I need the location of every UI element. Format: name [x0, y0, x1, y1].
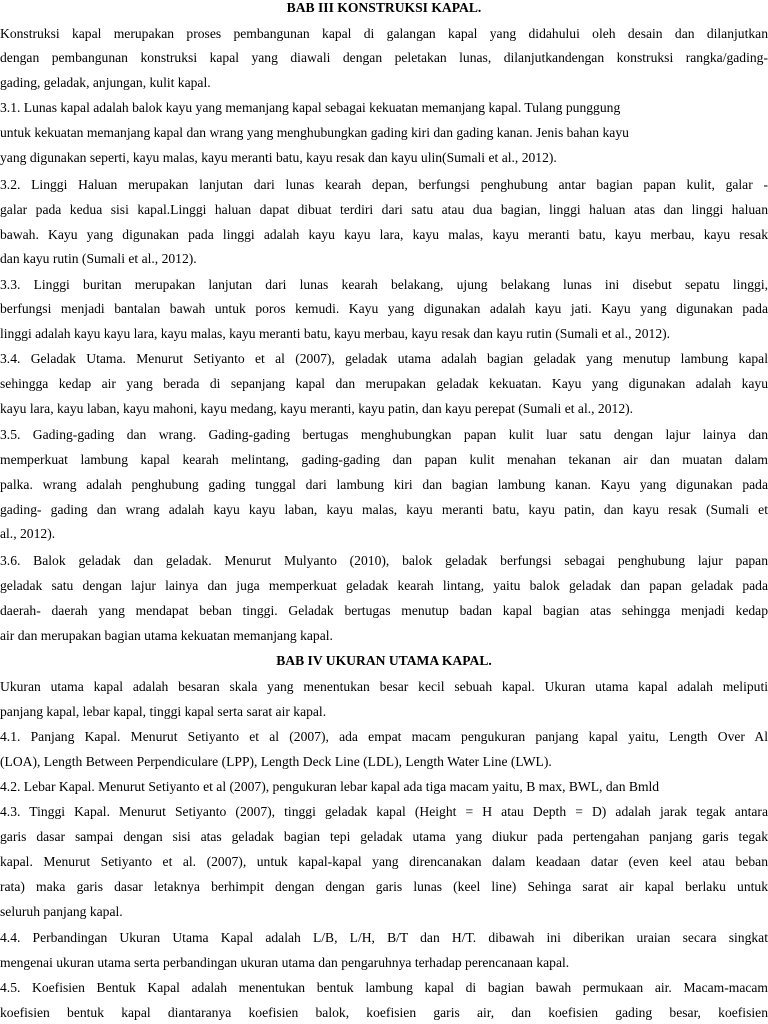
chapter-3-title: BAB III KONSTRUKSI KAPAL.: [286, 0, 482, 15]
chapter-4-title: BAB IV UKURAN UTAMA KAPAL.: [276, 653, 492, 668]
document-page: BAB III KONSTRUKSI KAPAL. Konstruksi kapal merupakan proses pembangunan kapal di galangan kapal yang didahului oleh desain dan dilanjutkan dengan pembangunan konstruksi kapal yang diawali dengan peletakan lunas, dilanjutkandengan konstruksi rangka/gading- gading, geladak, anjungan, kulit kapal. 3.1. Lunas kapal adalah balok kayu yang memanjang kapal sebagai kekuatan memanjang kapal. Tulang punggung untuk kekuatan memanjang kapal dan wrang yang menghubungkan gading kiri dan gading kanan. Jenis bahan kayu yang digunakan seperti, kayu malas, kayu meranti batu, kayu resak dan kayu ulin(Sumali et al., 2012). 3.2. Linggi Haluan merupakan lanjutan dari lunas kearah depan, berfungsi penghubung antar bagian papan kulit, galar - galar pada kedua sisi kapal.Linggi haluan dapat dibuat terdiri dari satu atau dua bagian, linggi haluan atas dan linggi haluan bawah. Kayu yang digunakan pada linggi adalah kayu kayu lara, kayu malas, kayu meranti batu, kayu merbau, kayu resak dan kayu rutin (Sumali et al., 2012). 3.3. Linggi buritan merupakan lanjutan dari lunas kearah belakang, ujung belakang lunas ini disebut sepatu linggi, berfungsi menjadi bantalan bawah untuk poros kemudi. Kayu yang digunakan adalah kayu jati. Kayu yang digunakan pada linggi adalah kayu kayu lara, kayu malas, kayu meranti batu, kayu merbau, kayu resak dan kayu rutin (Sumali et al., 2012). 3.4. Geladak Utama. Menurut Setiyanto et al (2007), geladak utama adalah bagian geladak yang menutup lambung kapal sehingga kedap air yang berada di sepanjang kapal dan merupakan geladak kekuatan. Kayu yang digunakan adalah kayu kayu lara, kayu laban, kayu mahoni, kayu medang, kayu meranti, kayu patin, dan kayu perepat (Sumali et al., 2012). 3.5. Gading-gading dan wrang. Gading-gading bertugas menghubungkan papan kulit luar satu dengan lajur lainya dan memperkuat lambung kapal kearah melintang, gading-gading dan papan kulit menahan tekanan air dan muatan dalam palka. wrang adalah penghubung gading tunggal dari lambung kiri dan bagian lambung kanan. Kayu yang digunakan pada gading- gading dan wrang adalah kayu kayu laban, kayu malas, kayu meranti batu, kayu patin, dan kayu resak (Sumali et al., 2012). 3.6. Balok geladak dan geladak. Menurut Mulyanto (2010), balok geladak berfungsi sebagai penghubung lajur papan geladak satu dengan lajur lainya dan juga memperkuat geladak kearah lintang, yaitu balok geladak dan papan geladak pada daerah- daerah yang mendapat beban tinggi. Geladak bertugas menutup badan kapal bagian atas sehingga menjadi kedap air dan merupakan bagian utama kekuatan memanjang kapal. BAB IV UKURAN UTAMA KAPAL. Ukuran utama kapal adalah besaran skala yang menentukan besar kecil sebuah kapal. Ukuran utama kapal adalah meliputi panjang kapal, lebar kapal, tinggi kapal serta sarat air kapal. 4.1. Panjang Kapal. Menurut Setiyanto et al (2007), ada empat macam pengukuran panjang kapal yaitu, Length Over Al (LOA), Length Between Perpendiculare (LPP), Length Deck Line (LDL), Length Water Line (LWL). 4.2. Lebar Kapal. Menurut Setiyanto et al (2007), pengukuran lebar kapal ada tiga macam yaitu, B max, BWL, dan Bmld 4.3. Tinggi Kapal. Menurut Setiyanto (2007), tinggi geladak kapal (Height = H atau Depth = D) adalah jarak tegak antara garis dasar sampai dengan sisi atas geladak bagian tepi geladak utama yang diukur pada pertengahan panjang garis tegak kapal. Menurut Setiyanto et al. (2007), untuk kapal-kapal yang direncanakan dalam keadaan datar (even keel atau beban rata) maka garis dasar letaknya berhimpit dengan dengan garis lunas (keel line) Sehinga sarat air kapal berlaku untuk seluruh panjang kapal. 4.4. Perbandingan Ukuran Utama Kapal adalah L/B, L/H, B/T dan H/T. dibawah ini diberikan uraian secara singkat mengenai ukuran utama serta perbandingan ukuran utama dan pengaruhnya terhadap perencanaan kapal. 4.5. Koefisien Bentuk Kapal adalah menentukan bentuk lambung kapal di bagian bawah permukaan air. Macam-macam koefisien bentuk kapal diantaranya koefisien balok, koefisien garis air, dan koefisien gading besar, koefisien: [0, 0, 768, 1020]
